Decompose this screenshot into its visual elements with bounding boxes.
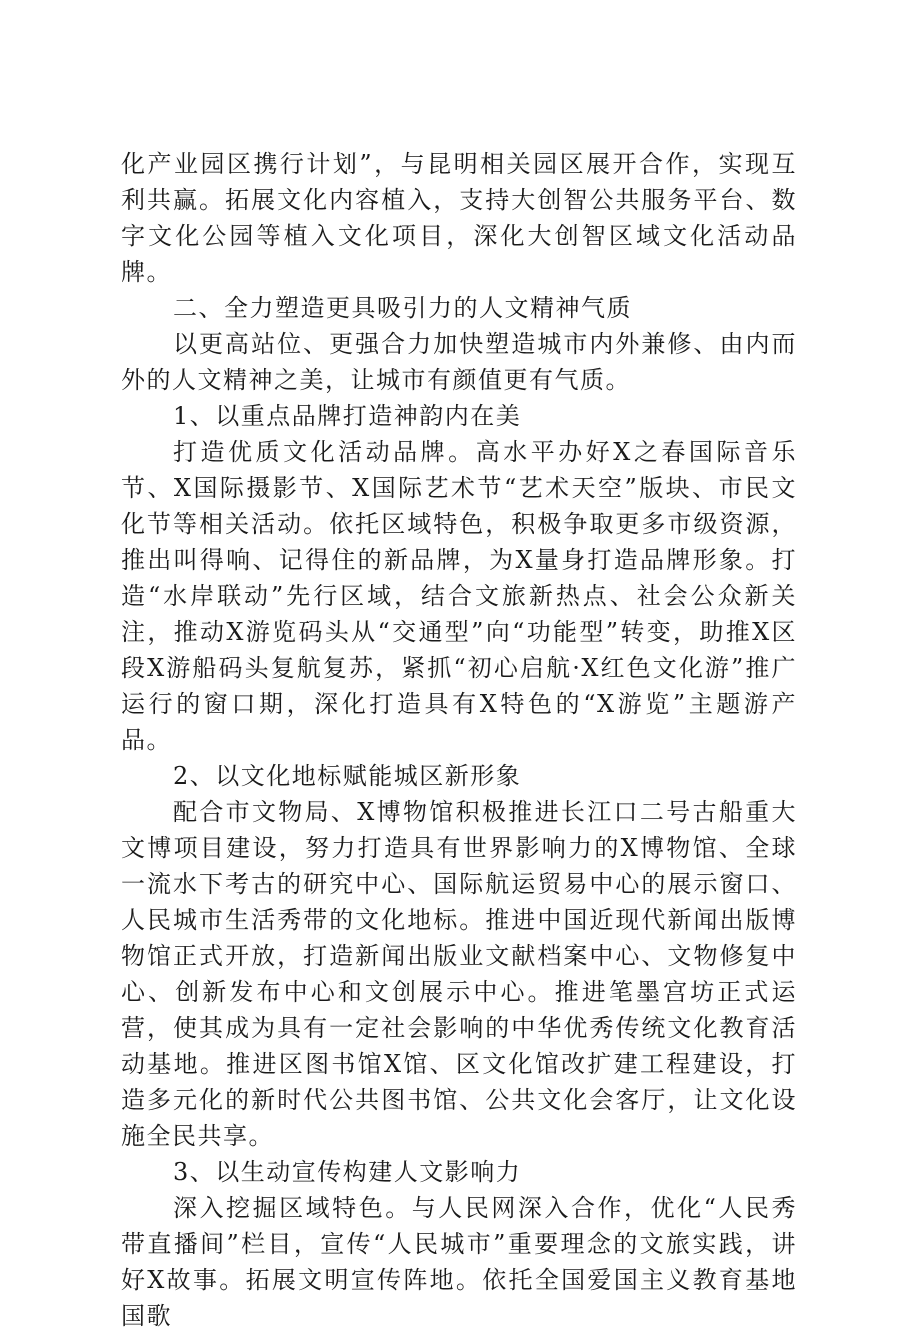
paragraph-landmark: 配合市文物局、X博物馆积极推进长江口二号古船重大文博项目建设，努力打造具有世界影响力的X博物馆、全球一流水下考古的研究中心、国际航运贸易中心的展示窗口、人民城市生活秀带的文化地标。推进中国近现代新闻出版博物馆正式开放，打造新闻出版业文献档案中心、文物修复中心、创新发布中心和文创展示中心。推进笔墨宫坊正式运营，使其成为具有一定社会影响的中华优秀传统文化教育活动基地。推进区图书馆X馆、区文化馆改扩建工程建设，打造多元化的新时代公共图书馆、公共文化会客厅，让文化设施全民共享。 [121, 798, 797, 1150]
document-body [121, 146, 797, 1334]
subheading-2: 2、以文化地标赋能城区新形象 [173, 762, 522, 790]
subheading-3: 3、以生动宣传构建人文影响力 [173, 1158, 522, 1186]
paragraph-intro: 以更高站位、更强合力加快塑造城市内外兼修、由内而外的人文精神之美，让城市有颜值更有气质。 [121, 330, 797, 394]
subheading-1: 1、以重点品牌打造神韵内在美 [173, 402, 522, 430]
section-heading-2: 二、全力塑造更具吸引力的人文精神气质 [173, 294, 632, 322]
paragraph-brand: 打造优质文化活动品牌。高水平办好X之春国际音乐节、X国际摄影节、X国际艺术节“艺术天空”版块、市民文化节等相关活动。依托区域特色，积极争取更多市级资源，推出叫得响、记得住的新品牌，为X量身打造品牌形象。打造“水岸联动”先行区域，结合文旅新热点、社会公众新关注，推动X游览码头从“交通型”向“功能型”转变，助推X区段X游船码头复航复苏，紧抓“初心启航·X红色文化游”推广运行的窗口期，深化打造具有X特色的“X游览”主题游产品。 [121, 438, 797, 754]
paragraph-publicity: 深入挖掘区域特色。与人民网深入合作，优化“人民秀带直播间”栏目，宣传“人民城市”重要理念的文旅实践，讲好X故事。拓展文明宣传阵地。依托全国爱国主义教育基地国歌 [121, 1194, 797, 1330]
paragraph-continuation: 化产业园区携行计划”，与昆明相关园区展开合作，实现互利共赢。拓展文化内容植入，支持大创智公共服务平台、数字文化公园等植入文化项目，深化大创智区域文化活动品牌。 [121, 150, 797, 286]
